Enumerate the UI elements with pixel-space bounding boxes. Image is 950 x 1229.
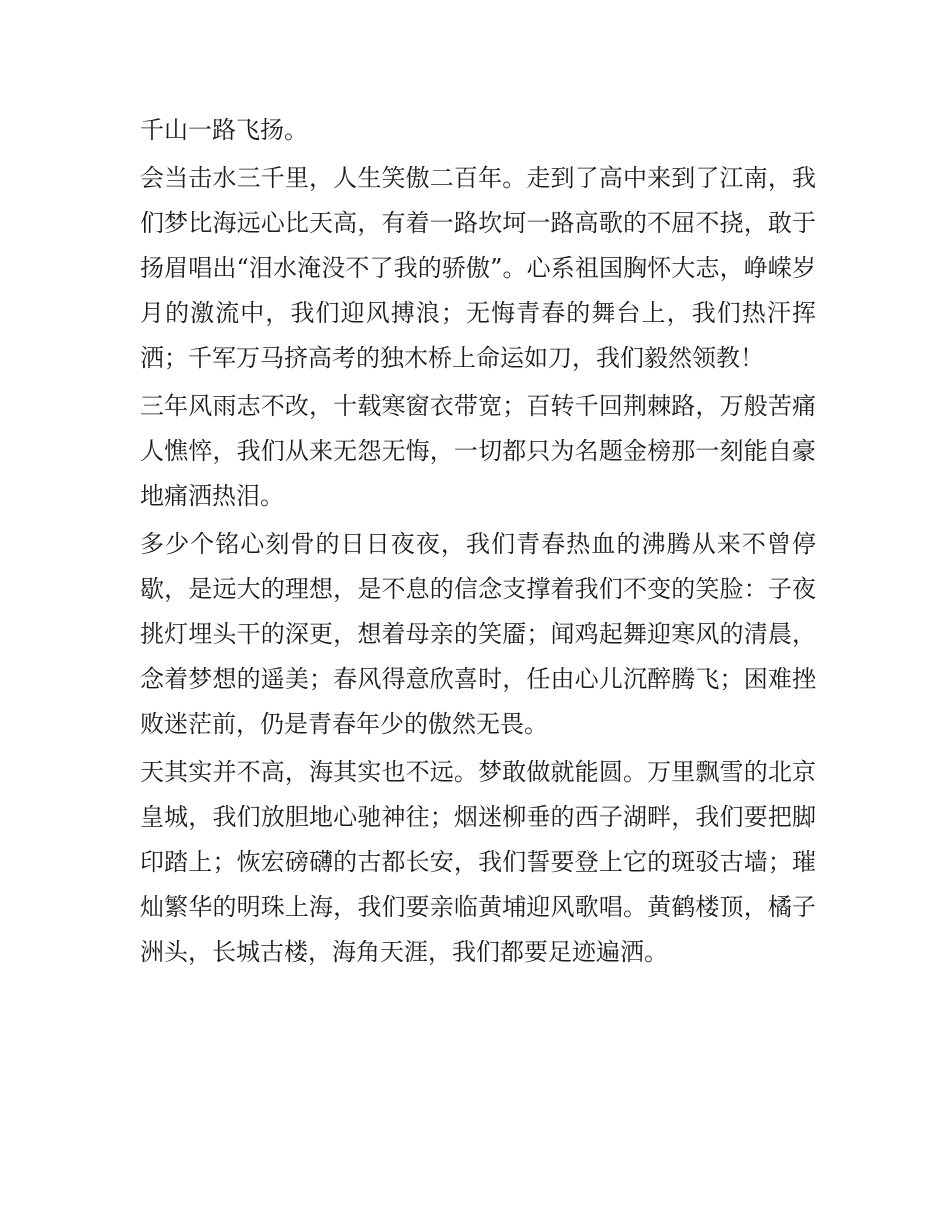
paragraph: 多少个铭心刻骨的日日夜夜，我们青春热血的沸腾从来不曾停歇，是远大的理想，是不息的信念支撑着我们不变的笑脸：子夜挑灯埋头干的深更，想着母亲的笑靥；闻鸡起舞迎寒风的清晨，念着梦想的遥美；春风得意欣喜时，任由心儿沉醉腾飞；困难挫败迷茫前，仍是青春年少的傲然无畏。 (140, 530, 816, 738)
paragraph: 三年风雨志不改，十载寒窗衣带宽；百转千回荆棘路，万般苦痛人憔悴，我们从来无怨无悔，一切都只为名题金榜那一刻能自豪地痛洒热泪。 (140, 392, 816, 510)
paragraph: 会当击水三千里，人生笑傲二百年。走到了高中来到了江南，我们梦比海远心比天高，有着一路坎坷一路高歌的不屈不挠，敢于扬眉唱出“泪水淹没不了我的骄傲”。心系祖国胸怀大志，峥嵘岁月的激流中，我们迎风搏浪；无悔青春的舞台上，我们热汗挥洒；千军万马挤高考的独木桥上命运如刀，我们毅然领教！ (140, 164, 816, 372)
paragraph: 天其实并不高，海其实也不远。梦敢做就能圆。万里飘雪的北京皇城，我们放胆地心驰神往；烟迷柳垂的西子湖畔，我们要把脚印踏上；恢宏磅礴的古都长安，我们誓要登上它的斑驳古墙；璀灿繁华的明珠上海，我们要亲临黄埔迎风歌唱。黄鹤楼顶，橘子洲头，长城古楼，海角天涯，我们都要足迹遍洒。 (140, 758, 816, 966)
document-body (140, 108, 816, 975)
paragraph: 千山一路飞扬。 (140, 116, 308, 144)
